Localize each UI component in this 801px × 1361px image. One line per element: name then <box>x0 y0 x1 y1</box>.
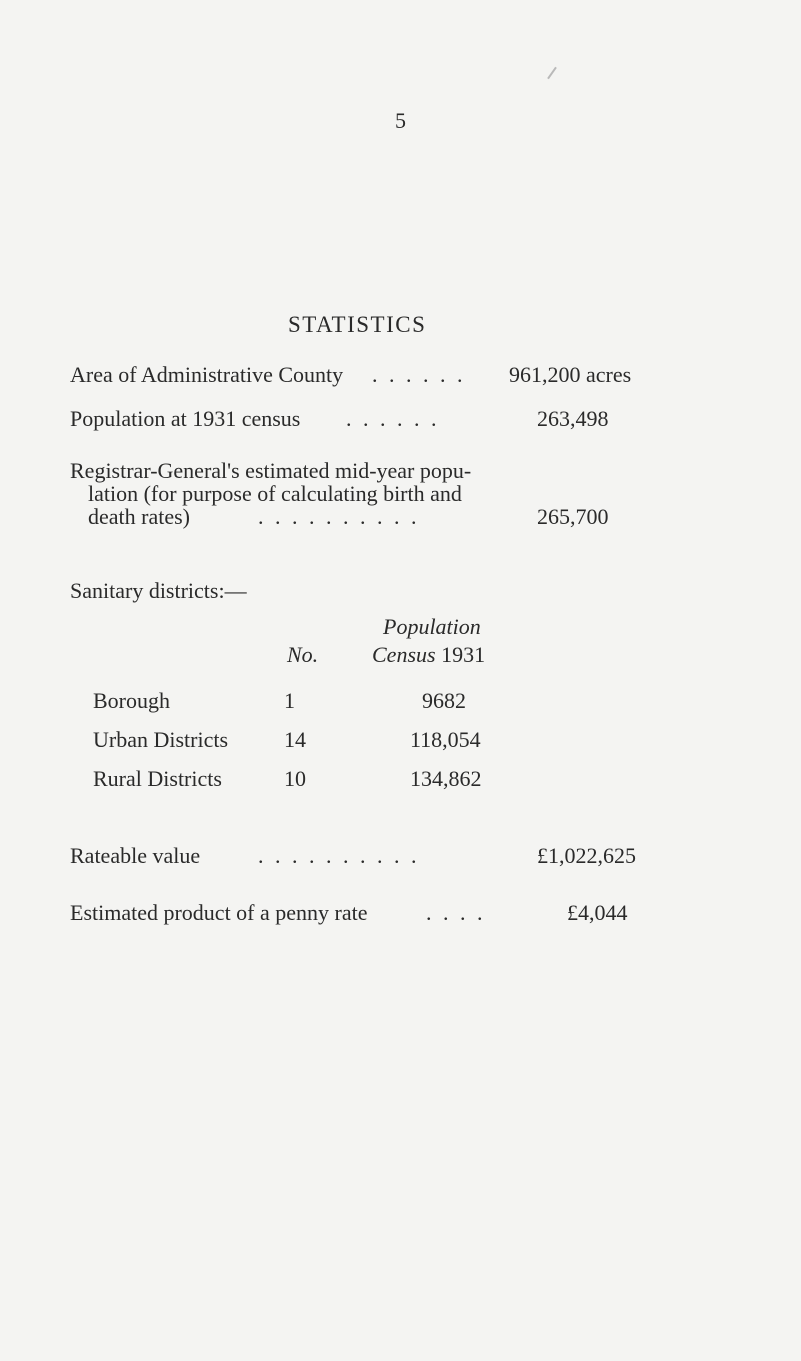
stray-pen-mark <box>547 67 557 80</box>
registrar-line-3: death rates) <box>88 504 190 529</box>
sanitary-heading: Sanitary districts:— <box>70 578 247 603</box>
table-row-name: Urban Districts <box>93 727 229 752</box>
table-row-number: 1 <box>284 688 295 713</box>
census-header-word: Census <box>372 642 436 667</box>
population-census-value: 263,498 <box>537 406 609 431</box>
rateable-value-leader: . . . . . . . . . . <box>258 843 420 868</box>
page-title: STATISTICS <box>288 312 427 337</box>
census-column-header <box>372 642 485 668</box>
table-row-name: Borough <box>93 688 170 713</box>
penny-rate-label: Estimated product of a penny rate <box>70 900 368 925</box>
population-header-line-1: Population <box>383 614 481 639</box>
population-census-leader: . . . . . . <box>346 406 440 431</box>
penny-rate-leader: . . . . <box>426 900 486 925</box>
area-leader: . . . . . . <box>372 362 466 387</box>
table-row-population: 118,054 <box>410 727 481 752</box>
area-value: 961,200 acres <box>509 362 632 387</box>
population-column-header <box>383 614 481 640</box>
population-census-label: Population at 1931 census <box>70 406 301 431</box>
rateable-value-label: Rateable value <box>70 843 201 868</box>
registrar-line-2: lation (for purpose of calculating birth and <box>88 481 462 506</box>
census-header-year: 1931 <box>441 642 486 667</box>
number-column-header: No. <box>287 642 319 667</box>
registrar-value: 265,700 <box>537 504 609 529</box>
table-row-number: 14 <box>284 727 306 752</box>
penny-rate-value: £4,044 <box>567 900 628 925</box>
registrar-leader: . . . . . . . . . . <box>258 504 420 529</box>
rateable-value: £1,022,625 <box>537 843 636 868</box>
registrar-line-1: Registrar-General's estimated mid-year popu- <box>70 458 472 483</box>
page-number: 5 <box>395 108 406 133</box>
table-row-population: 9682 <box>422 688 466 713</box>
table-row-population: 134,862 <box>410 766 482 791</box>
area-label: Area of Administrative County <box>70 362 344 387</box>
table-row-number: 10 <box>284 766 306 791</box>
table-row-name: Rural Districts <box>93 766 222 791</box>
